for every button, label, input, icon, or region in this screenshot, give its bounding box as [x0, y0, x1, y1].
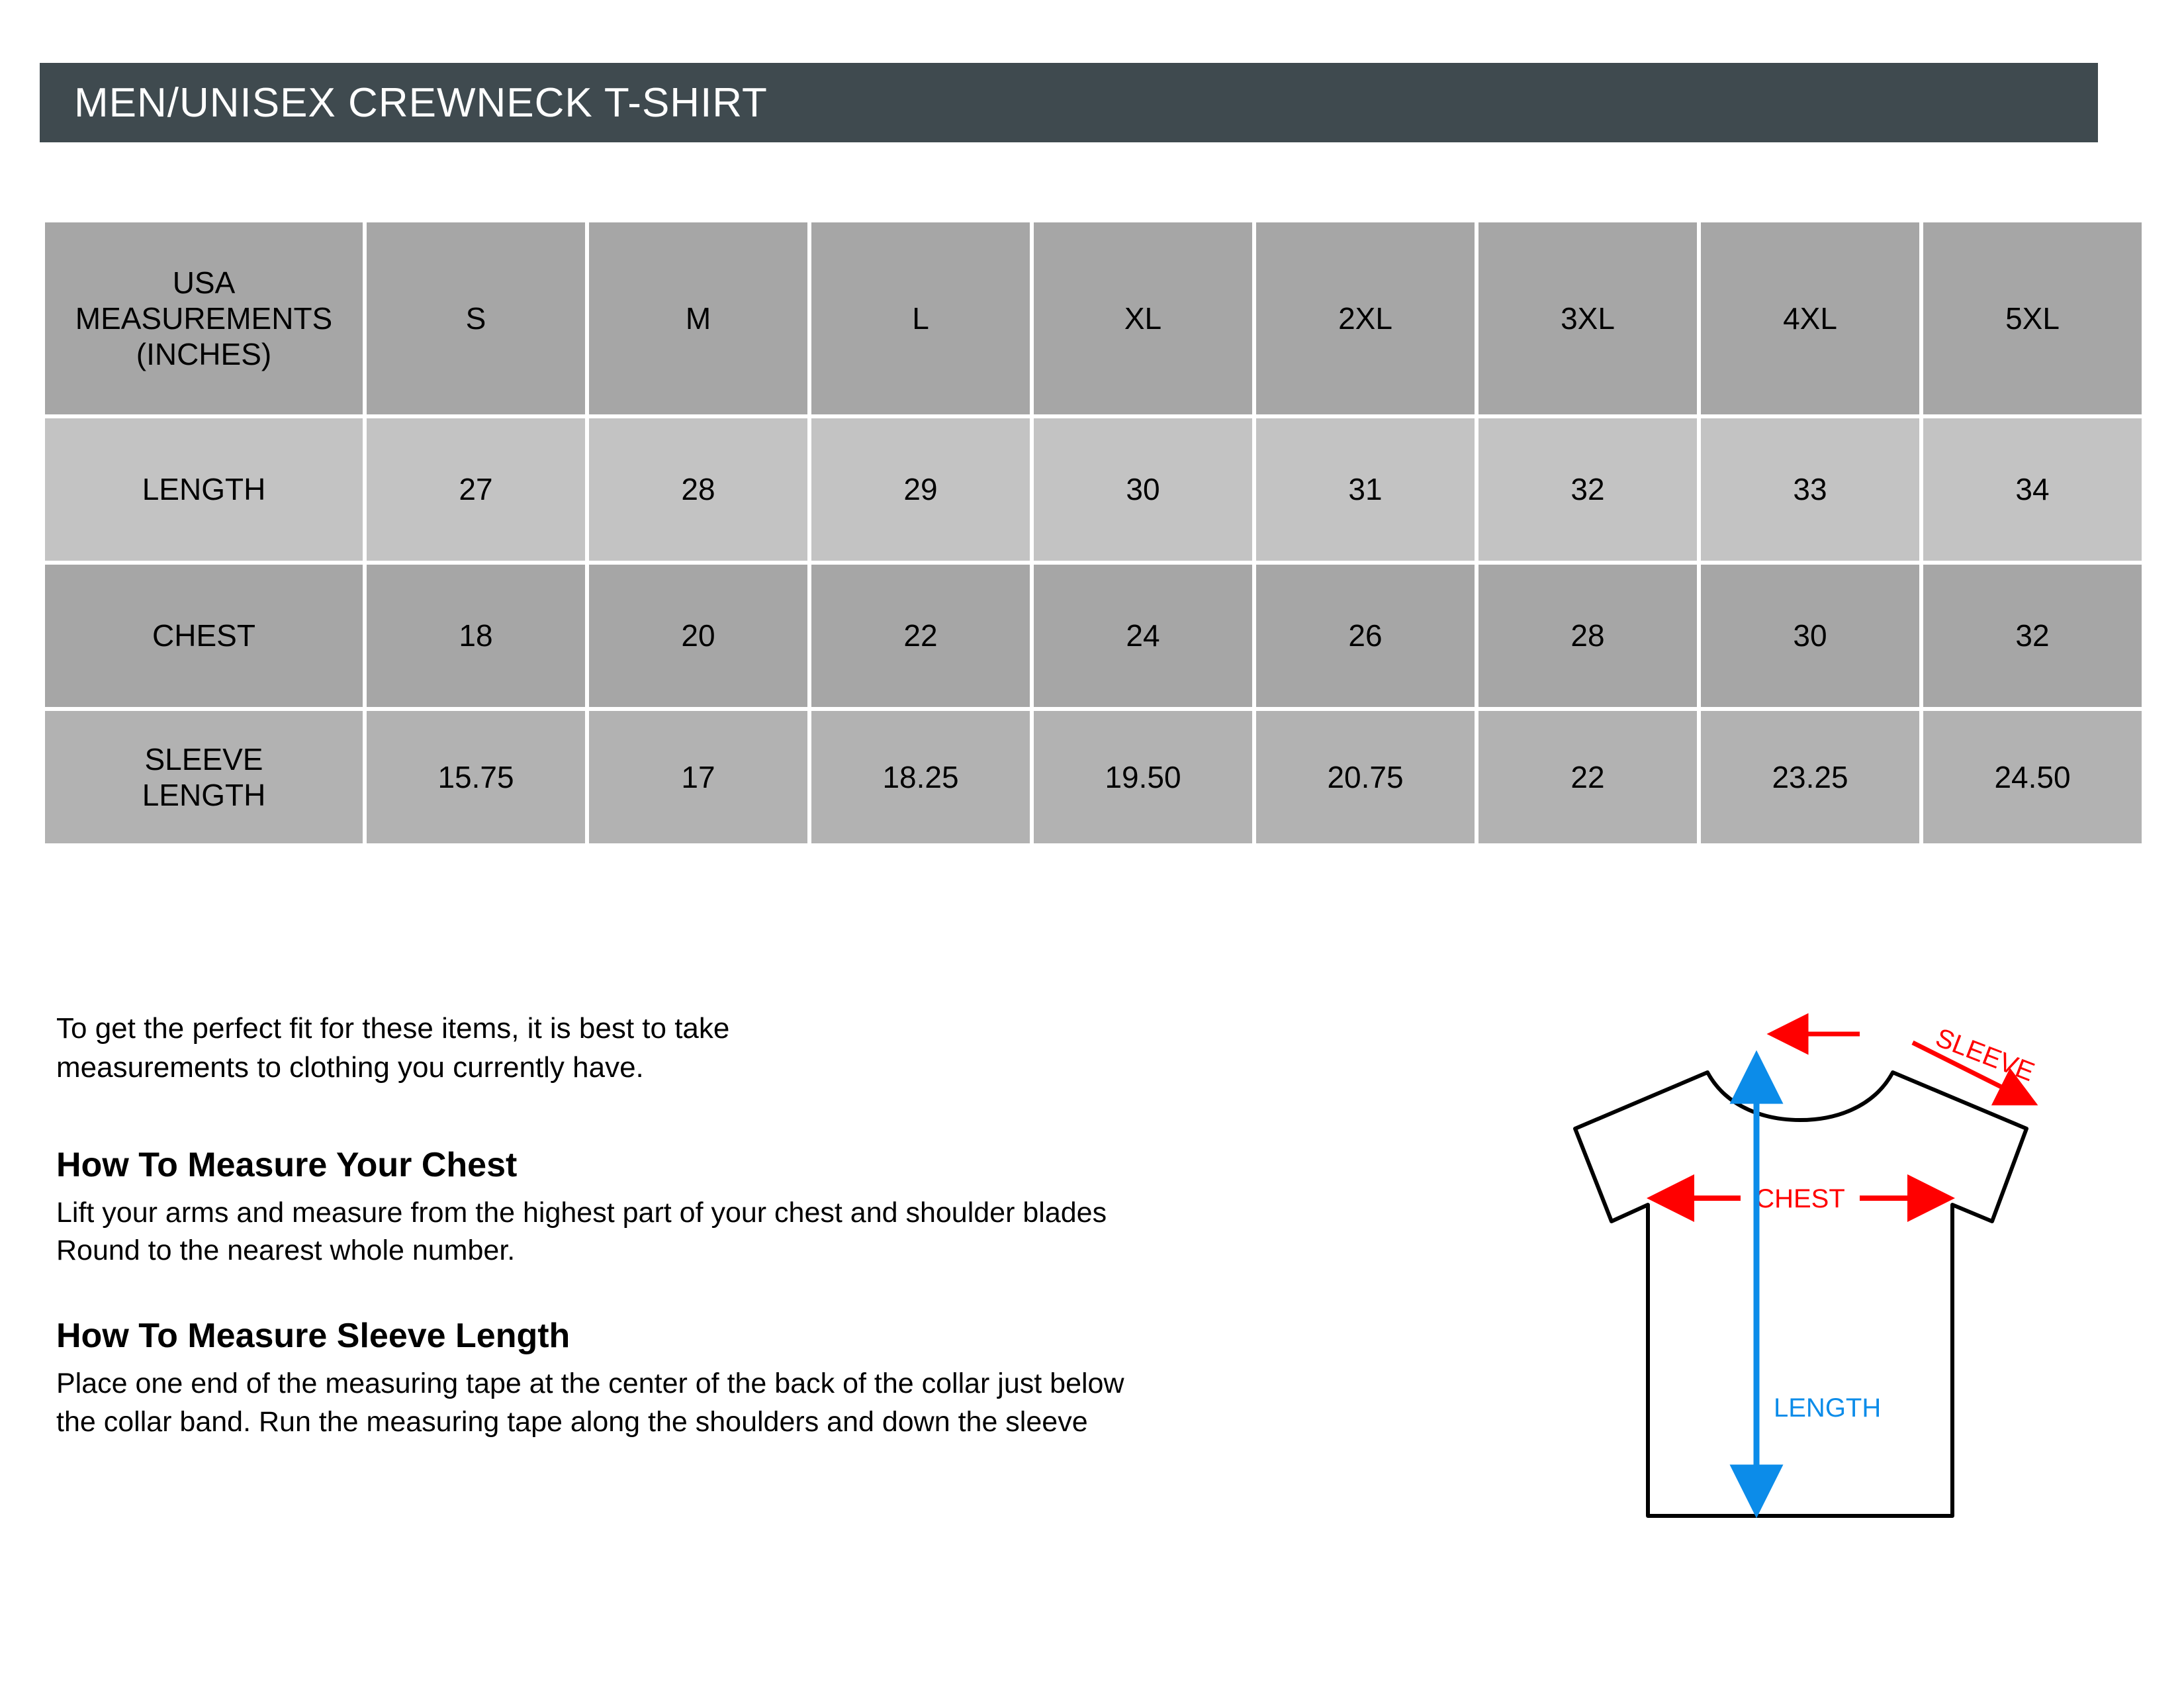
column-header-size-s: S [367, 222, 585, 414]
corner-label-line-3: (INCHES) [136, 337, 272, 372]
column-header-size-xl: XL [1034, 222, 1252, 414]
cell-chest-5xl: 32 [1923, 565, 2142, 707]
table-row-length [45, 418, 2142, 561]
column-header-size-5xl: 5XL [1923, 222, 2142, 414]
corner-label-line-2: MEASUREMENTS [75, 301, 333, 336]
chest-body-line-1: Lift your arms and measure from the highest part of your chest and shoulder blades [56, 1197, 1107, 1229]
cell-chest-s: 18 [367, 565, 585, 707]
cell-length-xl: 30 [1034, 418, 1252, 561]
column-header-size-m: M [589, 222, 807, 414]
cell-chest-l: 22 [811, 565, 1030, 707]
row-label-line-2: LENGTH [142, 778, 266, 812]
length-measure-label: LENGTH [1774, 1393, 1882, 1423]
cell-sleeve-m: 17 [589, 711, 807, 843]
cell-length-s: 27 [367, 418, 585, 561]
row-label-sleeve-length [45, 711, 363, 843]
instructions-block [56, 1009, 1466, 1487]
column-header-size-3xl: 3XL [1479, 222, 1697, 414]
intro-paragraph [56, 1009, 1466, 1087]
table-header-row [45, 222, 2142, 414]
cell-sleeve-s: 15.75 [367, 711, 585, 843]
cell-length-4xl: 33 [1701, 418, 1919, 561]
cell-chest-4xl: 30 [1701, 565, 1919, 707]
tshirt-measurement-diagram [1489, 993, 2098, 1589]
sleeve-section-heading: How To Measure Sleeve Length [56, 1317, 570, 1356]
row-label-chest: CHEST [45, 565, 363, 707]
cell-sleeve-2xl: 20.75 [1256, 711, 1475, 843]
column-header-size-4xl: 4XL [1701, 222, 1919, 414]
column-header-size-2xl: 2XL [1256, 222, 1475, 414]
table-row-sleeve-length [45, 711, 2142, 843]
cell-sleeve-5xl: 24.50 [1923, 711, 2142, 843]
cell-length-m: 28 [589, 418, 807, 561]
cell-chest-2xl: 26 [1256, 565, 1475, 707]
chest-section-body [56, 1194, 1466, 1270]
intro-line-2: measurements to clothing you currently have. [56, 1051, 644, 1084]
cell-sleeve-3xl: 22 [1479, 711, 1697, 843]
sleeve-body-line-2: the collar band. Run the measuring tape along the shoulders and down the sleeve [56, 1405, 1088, 1438]
cell-length-l: 29 [811, 418, 1030, 561]
cell-chest-xl: 24 [1034, 565, 1252, 707]
size-chart-table [41, 218, 2146, 847]
tshirt-outline-shape [1575, 1072, 2026, 1516]
page-title: MEN/UNISEX CREWNECK T-SHIRT [74, 79, 768, 126]
column-header-size-l: L [811, 222, 1030, 414]
chest-body-line-2: Round to the nearest whole number. [56, 1235, 516, 1267]
cell-sleeve-4xl: 23.25 [1701, 711, 1919, 843]
cell-sleeve-l: 18.25 [811, 711, 1030, 843]
cell-length-5xl: 34 [1923, 418, 2142, 561]
sleeve-section-body [56, 1365, 1466, 1440]
corner-label-line-1: USA [172, 265, 236, 300]
intro-line-1: To get the perfect fit for these items, it is best to take [56, 1012, 730, 1045]
cell-length-3xl: 32 [1479, 418, 1697, 561]
chest-measure-label: CHEST [1755, 1184, 1845, 1213]
cell-chest-3xl: 28 [1479, 565, 1697, 707]
chest-section-heading: How To Measure Your Chest [56, 1146, 518, 1185]
row-label-line-1: SLEEVE [144, 741, 263, 776]
table-corner-label [45, 222, 363, 414]
sleeve-measure-label: SLEEVE [1931, 1023, 2038, 1088]
cell-length-2xl: 31 [1256, 418, 1475, 561]
cell-chest-m: 20 [589, 565, 807, 707]
page-title-bar [40, 63, 2098, 142]
row-label-length: LENGTH [45, 418, 363, 561]
sleeve-body-line-1: Place one end of the measuring tape at the center of the back of the collar just below [56, 1368, 1124, 1400]
cell-sleeve-xl: 19.50 [1034, 711, 1252, 843]
table-row-chest [45, 565, 2142, 707]
